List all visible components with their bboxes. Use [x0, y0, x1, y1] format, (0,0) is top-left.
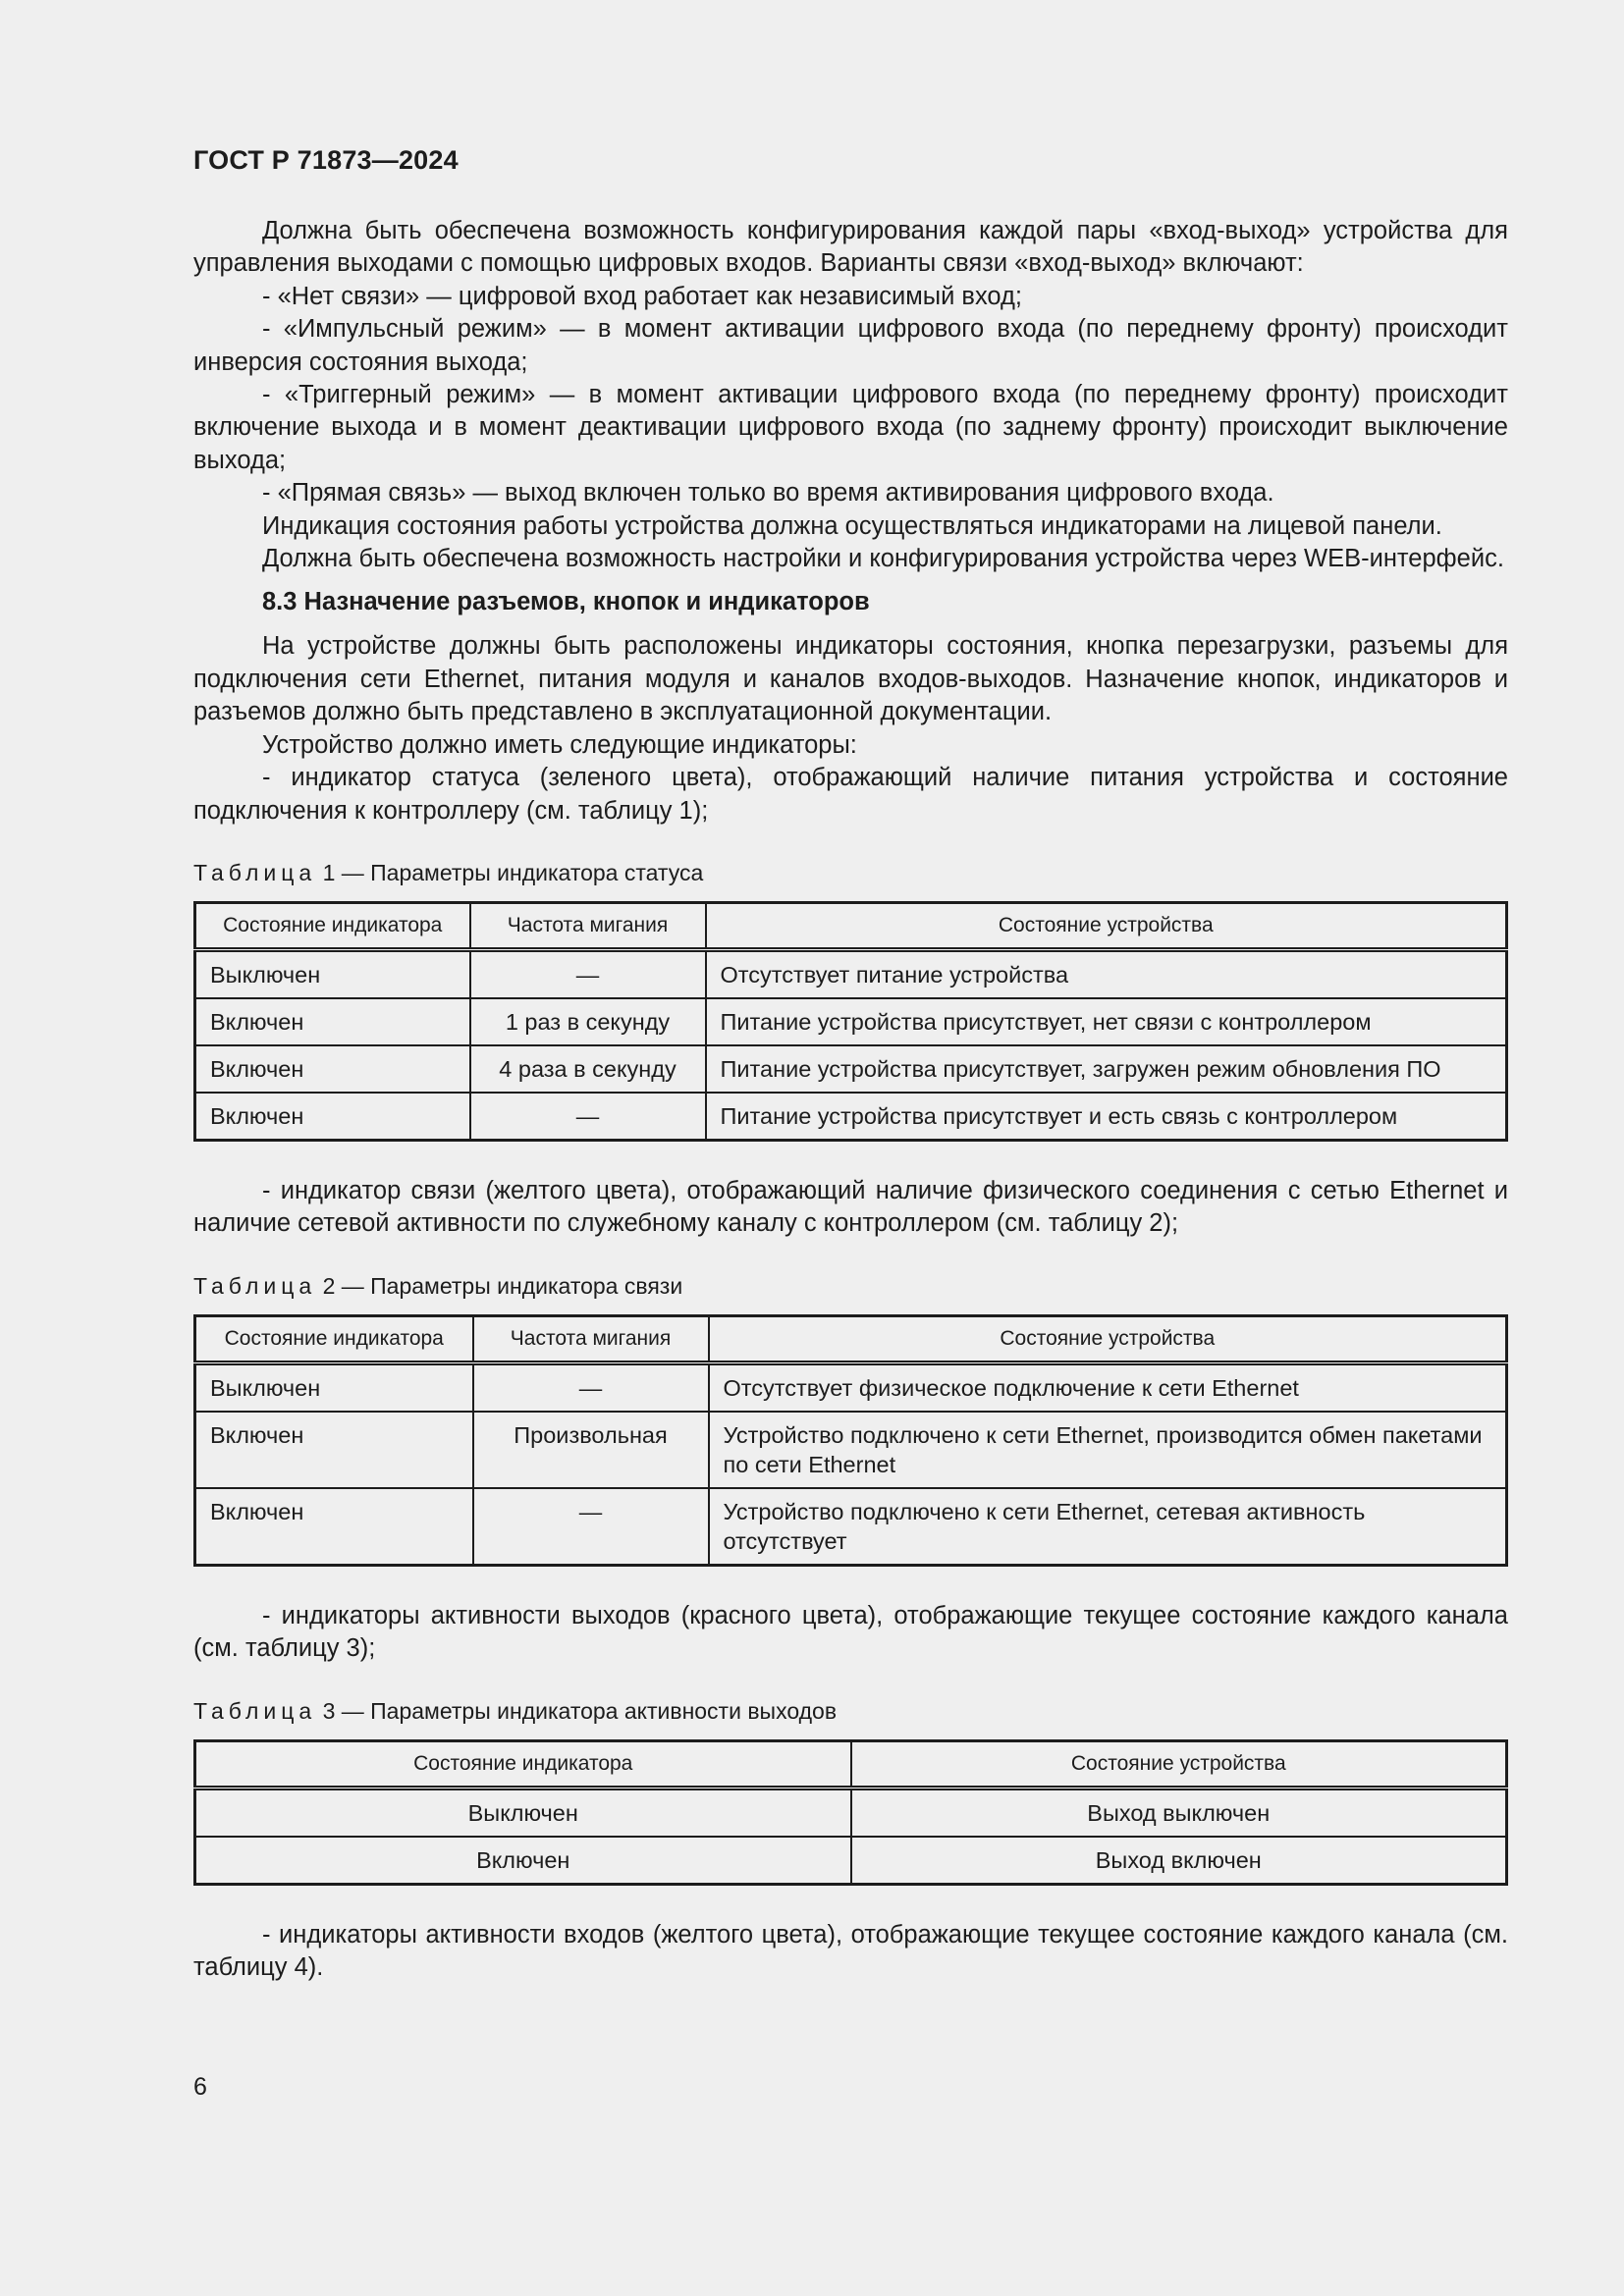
table-row — [195, 1488, 1507, 1566]
table-caption — [193, 860, 1508, 886]
table-caption-word: Таблица — [193, 1697, 317, 1724]
table-row — [195, 949, 1507, 998]
list-item: - индикатор связи (желтого цвета), отображающий наличие физического соединения с сетью Ethernet и наличие сетевой активности по служебному каналу с контроллером (см. таблицу 2); — [193, 1176, 1508, 1238]
table-row — [195, 1412, 1507, 1488]
table-output-indicator — [193, 1739, 1508, 1886]
table-cell: Устройство подключено к сети Ethernet, сетевая активность отсутствует — [709, 1488, 1507, 1566]
table-row — [195, 1093, 1507, 1141]
table-cell: Питание устройства присутствует, нет связи с контроллером — [706, 998, 1507, 1045]
table-header-row — [195, 902, 1507, 949]
table-caption-word: Таблица — [193, 859, 317, 885]
table-cell: — — [473, 1488, 709, 1566]
table-cell: Включен — [195, 1837, 851, 1885]
table-cell: 1 раз в секунду — [470, 998, 706, 1045]
table-header-row — [195, 1315, 1507, 1362]
document-header: ГОСТ Р 71873—2024 — [193, 145, 459, 175]
list-item: - индикаторы активности входов (желтого цвета), отображающие текущее состояние каждого канала (см. таблицу 4). — [193, 1920, 1508, 1981]
table-cell: Выключен — [195, 1788, 851, 1837]
table-link-indicator — [193, 1314, 1508, 1567]
table-cell: — — [470, 949, 706, 998]
column-header: Состояние индикатора — [195, 1740, 851, 1788]
paragraph: Устройство должно иметь следующие индикаторы: — [262, 730, 857, 759]
section-heading: 8.3 Назначение разъемов, кнопок и индикаторов — [262, 588, 870, 616]
paragraph: Должна быть обеспечена возможность конфигурирования каждой пары «вход-выход» устройства для управления выходами с помощью цифровых входов. Варианты связи «вход-выход» включают: — [193, 217, 1508, 278]
list-item: - «Прямая связь» — выход включен только во время активирования цифрового входа. — [262, 479, 1274, 507]
column-header: Частота мигания — [473, 1315, 709, 1362]
table-cell: Включен — [195, 998, 470, 1045]
column-header: Состояние устройства — [851, 1740, 1507, 1788]
list-item: - «Нет связи» — цифровой вход работает как независимый вход; — [262, 282, 1022, 310]
table-cell: Устройство подключено к сети Ethernet, производится обмен пакетами по сети Ethernet — [709, 1412, 1507, 1488]
table-row — [195, 1362, 1507, 1412]
table-cell: Отсутствует питание устройства — [706, 949, 1507, 998]
table-header-row — [195, 1740, 1507, 1788]
list-item: - «Триггерный режим» — в момент активации цифрового входа (по переднему фронту) происходит включение выхода и в момент деактивации цифрового входа (по заднему фронту) происходит выключение выхода; — [193, 381, 1508, 474]
list-item: - «Импульсный режим» — в момент активации цифрового входа (по переднему фронту) происходит инверсия состояния выхода; — [193, 315, 1508, 376]
paragraph: На устройстве должны быть расположены индикаторы состояния, кнопка перезагрузки, разъемы для подключения сети Ethernet, питания модуля и каналов входов-выходов. Назначение кнопок, индикаторов и разъемов должно быть представлено в эксплуатационной документации. — [193, 632, 1508, 726]
table-cell: Выход выключен — [851, 1788, 1507, 1837]
table-cell: Питание устройства присутствует и есть связь с контроллером — [706, 1093, 1507, 1141]
table-cell: Включен — [195, 1045, 470, 1093]
table-cell: 4 раза в секунду — [470, 1045, 706, 1093]
column-header: Частота мигания — [470, 902, 706, 949]
column-header: Состояние индикатора — [195, 1315, 473, 1362]
table-caption-text: 3 — Параметры индикатора активности выходов — [322, 1697, 838, 1724]
table-row — [195, 1788, 1507, 1837]
table-cell: Включен — [195, 1412, 473, 1488]
list-item: - индикаторы активности выходов (красного цвета), отображающие текущее состояние каждого канала (см. таблицу 3); — [193, 1601, 1508, 1663]
table-row — [195, 1045, 1507, 1093]
table-caption — [193, 1273, 1508, 1300]
table-caption-text: 2 — Параметры индикатора связи — [322, 1272, 683, 1299]
table-cell: Включен — [195, 1488, 473, 1566]
paragraph: Индикация состояния работы устройства должна осуществляться индикаторами на лицевой панели. — [262, 511, 1442, 540]
table-caption-text: 1 — Параметры индикатора статуса — [322, 859, 704, 885]
table-cell: Произвольная — [473, 1412, 709, 1488]
page-number: 6 — [193, 2073, 207, 2101]
column-header: Состояние индикатора — [195, 902, 470, 949]
table-cell: Отсутствует физическое подключение к сети Ethernet — [709, 1362, 1507, 1412]
list-item: - индикатор статуса (зеленого цвета), отображающий наличие питания устройства и состояние подключения к контроллеру (см. таблицу 1); — [193, 764, 1508, 825]
paragraph: Должна быть обеспечена возможность настройки и конфигурирования устройства через WEB-интерфейс. — [262, 545, 1504, 573]
table-row — [195, 998, 1507, 1045]
column-header: Состояние устройства — [709, 1315, 1507, 1362]
table-caption-word: Таблица — [193, 1272, 317, 1299]
table-cell: — — [473, 1362, 709, 1412]
table-cell: Включен — [195, 1093, 470, 1141]
table-status-indicator — [193, 901, 1508, 1142]
table-cell: Выход включен — [851, 1837, 1507, 1885]
table-cell: — — [470, 1093, 706, 1141]
table-cell: Выключен — [195, 1362, 473, 1412]
table-cell: Питание устройства присутствует, загружен режим обновления ПО — [706, 1045, 1507, 1093]
table-row — [195, 1837, 1507, 1885]
table-caption — [193, 1698, 1508, 1725]
column-header: Состояние устройства — [706, 902, 1507, 949]
table-cell: Выключен — [195, 949, 470, 998]
